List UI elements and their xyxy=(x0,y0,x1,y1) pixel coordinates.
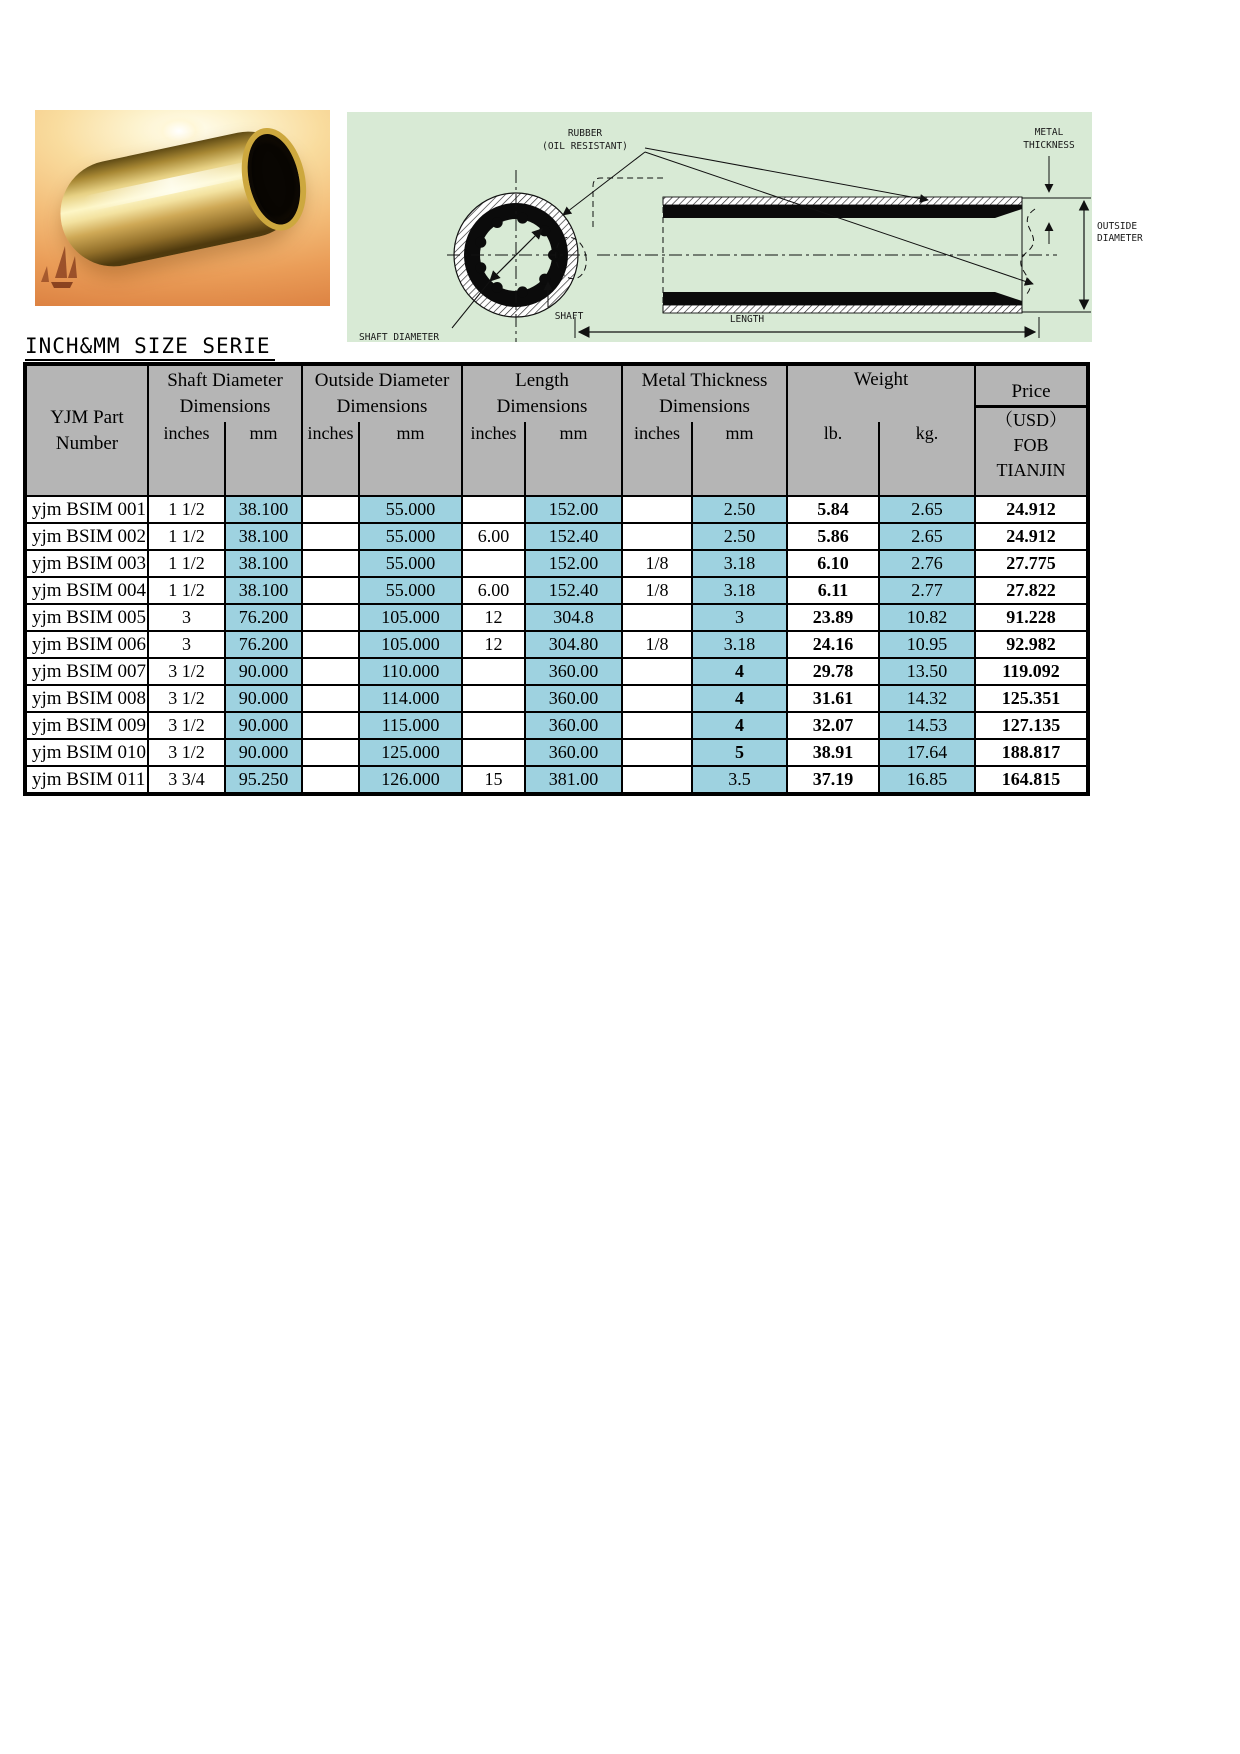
cell-od_in xyxy=(302,766,359,794)
cell-lb: 31.61 xyxy=(787,685,879,712)
cell-shaft_in: 1 1/2 xyxy=(148,577,225,604)
unit-shaft-inches: inches xyxy=(148,422,225,496)
cell-kg: 2.76 xyxy=(879,550,975,577)
cell-od_in xyxy=(302,739,359,766)
cell-len_mm: 152.00 xyxy=(525,550,622,577)
cell-lb: 29.78 xyxy=(787,658,879,685)
cell-shaft_in: 1 1/2 xyxy=(148,550,225,577)
cell-shaft_mm: 38.100 xyxy=(225,523,302,550)
cell-lb: 23.89 xyxy=(787,604,879,631)
table-body xyxy=(25,496,1088,794)
unit-mt-mm: mm xyxy=(692,422,787,496)
cell-len_in xyxy=(462,496,525,523)
cell-len_in xyxy=(462,658,525,685)
cell-len_mm: 360.00 xyxy=(525,739,622,766)
table-row xyxy=(25,631,1088,658)
cell-od_mm: 55.000 xyxy=(359,550,462,577)
cell-od_in xyxy=(302,685,359,712)
cell-shaft_mm: 38.100 xyxy=(225,496,302,523)
unit-length-inches: inches xyxy=(462,422,525,496)
cell-kg: 2.65 xyxy=(879,523,975,550)
cell-mt_in xyxy=(622,658,692,685)
cell-kg: 2.65 xyxy=(879,496,975,523)
cell-mt_in xyxy=(622,712,692,739)
cell-od_mm: 115.000 xyxy=(359,712,462,739)
cell-shaft_mm: 38.100 xyxy=(225,577,302,604)
cell-kg: 10.95 xyxy=(879,631,975,658)
cell-mt_mm: 2.50 xyxy=(692,523,787,550)
cell-part: yjm BSIM 011 xyxy=(25,766,148,794)
technical-diagram xyxy=(347,112,1092,342)
cell-od_in xyxy=(302,712,359,739)
cell-len_mm: 304.8 xyxy=(525,604,622,631)
cell-len_in: 6.00 xyxy=(462,577,525,604)
table-row xyxy=(25,685,1088,712)
cell-price: 91.228 xyxy=(975,604,1088,631)
svg-text:METAL: METAL xyxy=(1034,127,1064,138)
cell-shaft_in: 3 1/2 xyxy=(148,739,225,766)
cell-od_mm: 125.000 xyxy=(359,739,462,766)
cell-mt_in xyxy=(622,685,692,712)
cell-lb: 5.84 xyxy=(787,496,879,523)
col-header-price xyxy=(975,364,1088,496)
col-header-outside-diameter: Outside Diameter Dimensions xyxy=(302,364,462,422)
svg-text:RUBBER: RUBBER xyxy=(567,128,603,139)
svg-text:THICKNESS: THICKNESS xyxy=(1023,140,1075,151)
cell-shaft_in: 3 xyxy=(148,631,225,658)
page-title: INCH&MM SIZE SERIE xyxy=(25,334,275,361)
cell-len_mm: 152.00 xyxy=(525,496,622,523)
cell-shaft_in: 3 3/4 xyxy=(148,766,225,794)
cell-mt_mm: 3.5 xyxy=(692,766,787,794)
cell-part: yjm BSIM 004 xyxy=(25,577,148,604)
col-header-metal-thickness: Metal Thickness Dimensions xyxy=(622,364,787,422)
cell-mt_in: 1/8 xyxy=(622,631,692,658)
cell-lb: 5.86 xyxy=(787,523,879,550)
cell-len_mm: 152.40 xyxy=(525,577,622,604)
cell-mt_mm: 4 xyxy=(692,685,787,712)
table-row xyxy=(25,523,1088,550)
cell-mt_in xyxy=(622,739,692,766)
cell-shaft_mm: 95.250 xyxy=(225,766,302,794)
cell-mt_mm: 3.18 xyxy=(692,577,787,604)
table-row xyxy=(25,766,1088,794)
cell-shaft_mm: 90.000 xyxy=(225,712,302,739)
price-sublabel: （USD） FOB TIANJIN xyxy=(995,410,1068,480)
cell-kg: 2.77 xyxy=(879,577,975,604)
size-table-wrapper xyxy=(23,362,1090,796)
size-table xyxy=(23,362,1090,796)
cell-price: 119.092 xyxy=(975,658,1088,685)
cell-kg: 10.82 xyxy=(879,604,975,631)
cell-shaft_mm: 76.200 xyxy=(225,631,302,658)
table-row xyxy=(25,496,1088,523)
unit-od-mm: mm xyxy=(359,422,462,496)
table-row xyxy=(25,658,1088,685)
cell-len_in: 12 xyxy=(462,604,525,631)
cell-part: yjm BSIM 009 xyxy=(25,712,148,739)
cell-od_in xyxy=(302,550,359,577)
cell-part: yjm BSIM 006 xyxy=(25,631,148,658)
cell-shaft_in: 3 1/2 xyxy=(148,685,225,712)
cell-part: yjm BSIM 002 xyxy=(25,523,148,550)
cell-od_in xyxy=(302,577,359,604)
cell-shaft_in: 1 1/2 xyxy=(148,496,225,523)
cell-len_in: 6.00 xyxy=(462,523,525,550)
cell-part: yjm BSIM 008 xyxy=(25,685,148,712)
cell-part: yjm BSIM 003 xyxy=(25,550,148,577)
cell-mt_mm: 3 xyxy=(692,604,787,631)
unit-length-mm: mm xyxy=(525,422,622,496)
cell-od_mm: 110.000 xyxy=(359,658,462,685)
cell-od_in xyxy=(302,523,359,550)
cell-mt_mm: 5 xyxy=(692,739,787,766)
cell-od_mm: 55.000 xyxy=(359,577,462,604)
cell-len_in xyxy=(462,712,525,739)
cell-len_mm: 304.80 xyxy=(525,631,622,658)
cell-lb: 24.16 xyxy=(787,631,879,658)
cell-lb: 38.91 xyxy=(787,739,879,766)
outside-diameter-label: OUTSIDE DIAMETER xyxy=(1097,221,1143,244)
unit-weight-lb: lb. xyxy=(787,422,879,496)
cell-kg: 14.53 xyxy=(879,712,975,739)
unit-mt-inches: inches xyxy=(622,422,692,496)
cell-price: 27.775 xyxy=(975,550,1088,577)
cell-shaft_in: 3 1/2 xyxy=(148,712,225,739)
col-header-weight: Weight xyxy=(787,364,975,422)
table-row xyxy=(25,604,1088,631)
svg-text:LENGTH: LENGTH xyxy=(729,314,765,325)
cell-shaft_mm: 76.200 xyxy=(225,604,302,631)
cell-shaft_mm: 38.100 xyxy=(225,550,302,577)
cell-part: yjm BSIM 010 xyxy=(25,739,148,766)
cell-mt_in: 1/8 xyxy=(622,550,692,577)
cell-price: 27.822 xyxy=(975,577,1088,604)
cell-part: yjm BSIM 001 xyxy=(25,496,148,523)
svg-text:(OIL RESISTANT): (OIL RESISTANT) xyxy=(542,141,628,152)
cell-kg: 13.50 xyxy=(879,658,975,685)
cell-kg: 14.32 xyxy=(879,685,975,712)
cell-shaft_mm: 90.000 xyxy=(225,658,302,685)
cell-od_mm: 55.000 xyxy=(359,496,462,523)
table-row xyxy=(25,712,1088,739)
cell-price: 188.817 xyxy=(975,739,1088,766)
cell-len_mm: 360.00 xyxy=(525,685,622,712)
cell-mt_mm: 4 xyxy=(692,712,787,739)
cell-mt_mm: 3.18 xyxy=(692,550,787,577)
cell-mt_mm: 2.50 xyxy=(692,496,787,523)
cell-len_mm: 360.00 xyxy=(525,712,622,739)
cell-len_mm: 152.40 xyxy=(525,523,622,550)
col-header-shaft-diameter: Shaft Diameter Dimensions xyxy=(148,364,302,422)
product-photo xyxy=(35,110,330,306)
cell-part: yjm BSIM 005 xyxy=(25,604,148,631)
cell-od_in xyxy=(302,658,359,685)
col-header-part-number: YJM Part Number xyxy=(25,364,148,496)
cell-mt_in xyxy=(622,496,692,523)
cell-mt_in: 1/8 xyxy=(622,577,692,604)
shaft-diameter-label: SHAFT DIAMETER xyxy=(359,332,440,342)
cell-len_in xyxy=(462,685,525,712)
unit-od-inches: inches xyxy=(302,422,359,496)
table-row xyxy=(25,550,1088,577)
cell-price: 125.351 xyxy=(975,685,1088,712)
cell-kg: 17.64 xyxy=(879,739,975,766)
cell-price: 24.912 xyxy=(975,496,1088,523)
cell-lb: 37.19 xyxy=(787,766,879,794)
col-header-length: Length Dimensions xyxy=(462,364,622,422)
cell-od_in xyxy=(302,496,359,523)
cell-len_mm: 360.00 xyxy=(525,658,622,685)
cell-lb: 6.11 xyxy=(787,577,879,604)
cell-shaft_in: 1 1/2 xyxy=(148,523,225,550)
cell-mt_in xyxy=(622,523,692,550)
cell-len_in: 15 xyxy=(462,766,525,794)
cell-od_mm: 55.000 xyxy=(359,523,462,550)
cell-kg: 16.85 xyxy=(879,766,975,794)
cell-od_mm: 126.000 xyxy=(359,766,462,794)
cell-od_mm: 105.000 xyxy=(359,604,462,631)
cell-mt_in xyxy=(622,766,692,794)
unit-weight-kg: kg. xyxy=(879,422,975,496)
cell-price: 127.135 xyxy=(975,712,1088,739)
cell-mt_in xyxy=(622,604,692,631)
svg-text:SHAFT: SHAFT xyxy=(554,311,584,322)
cell-part: yjm BSIM 007 xyxy=(25,658,148,685)
cell-len_mm: 381.00 xyxy=(525,766,622,794)
cell-price: 24.912 xyxy=(975,523,1088,550)
cell-price: 164.815 xyxy=(975,766,1088,794)
cell-mt_mm: 4 xyxy=(692,658,787,685)
cell-od_mm: 114.000 xyxy=(359,685,462,712)
unit-shaft-mm: mm xyxy=(225,422,302,496)
cell-len_in: 12 xyxy=(462,631,525,658)
cell-len_in xyxy=(462,550,525,577)
cell-lb: 32.07 xyxy=(787,712,879,739)
cell-shaft_mm: 90.000 xyxy=(225,685,302,712)
cell-od_mm: 105.000 xyxy=(359,631,462,658)
cell-shaft_mm: 90.000 xyxy=(225,739,302,766)
cell-od_in xyxy=(302,604,359,631)
price-label: Price xyxy=(976,378,1086,408)
cell-shaft_in: 3 1/2 xyxy=(148,658,225,685)
cell-len_in xyxy=(462,739,525,766)
cell-od_in xyxy=(302,631,359,658)
cell-price: 92.982 xyxy=(975,631,1088,658)
table-row xyxy=(25,577,1088,604)
cell-shaft_in: 3 xyxy=(148,604,225,631)
cell-mt_mm: 3.18 xyxy=(692,631,787,658)
cell-lb: 6.10 xyxy=(787,550,879,577)
table-row xyxy=(25,739,1088,766)
